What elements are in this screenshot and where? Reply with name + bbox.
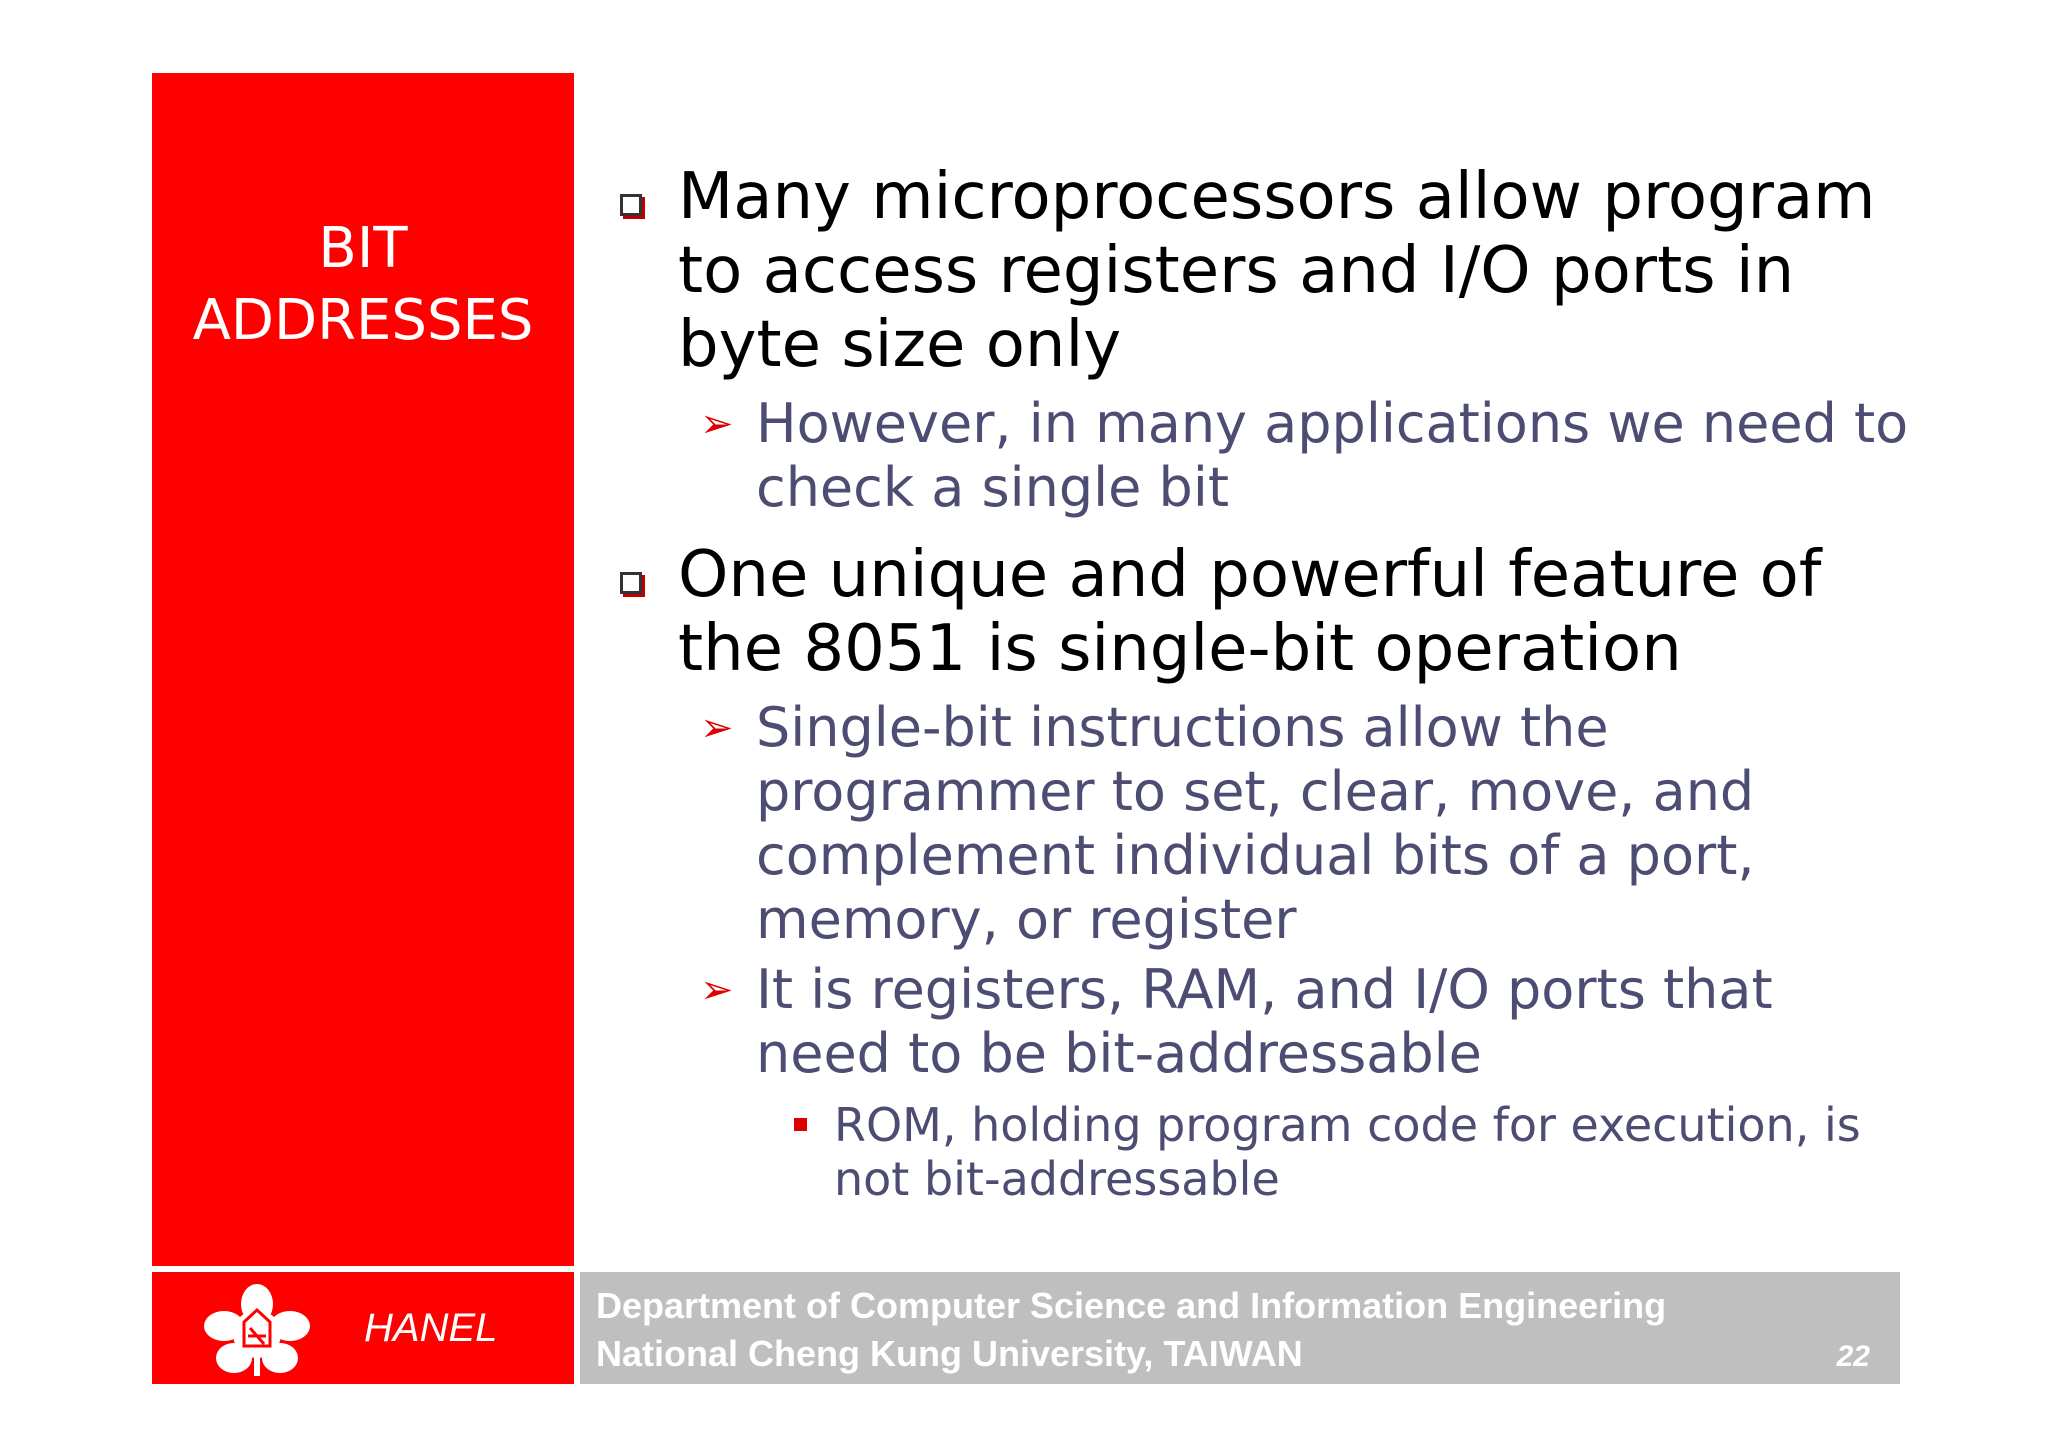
arrow-bullet-icon: ➢ [700,705,734,751]
sidebar-panel [152,73,574,1266]
page-number: 22 [1836,1340,1870,1373]
bullet-text: Single-bit instructions allow the programmer to set, clear, move, and complement individual bits of a port, memory, or register [756,696,1755,951]
bullet-level2 [612,696,1912,952]
arrow-bullet-icon: ➢ [700,967,734,1013]
bullet-text: However, in many applications we need to check a single bit [756,392,1909,519]
university-emblem-icon [202,1282,312,1378]
slide-content [612,160,1912,1206]
footer-left-panel [152,1272,574,1384]
bullet-level1 [612,160,1912,382]
bullet-text: Many microprocessors allow program to access registers and I/O ports in byte size only [678,160,1876,382]
bullet-text: One unique and powerful feature of the 8051 is single-bit operation [678,538,1822,686]
bullet-level2 [612,392,1912,520]
section-title-line2: ADDRESSES [192,288,534,353]
department-info [596,1282,1666,1378]
arrow-bullet-icon: ➢ [700,401,734,447]
bullet-text: It is registers, RAM, and I/O ports that need to be bit-addressable [756,958,1773,1085]
bullet-level3 [612,1098,1912,1206]
small-square-bullet-icon [794,1118,807,1131]
department-line1: Department of Computer Science and Information Engineering [596,1285,1667,1326]
department-line2: National Cheng Kung University, TAIWAN [596,1333,1303,1374]
bullet-level2 [612,958,1912,1086]
square-bullet-icon [620,572,642,594]
bullet-level1 [612,538,1912,686]
footer-bar [580,1272,1900,1384]
author-name: HANEL [364,1306,498,1350]
section-title [152,213,574,357]
section-title-line1: BIT [318,216,408,281]
square-bullet-icon [620,194,642,216]
bullet-text: ROM, holding program code for execution, is not bit-addressable [834,1098,1861,1206]
